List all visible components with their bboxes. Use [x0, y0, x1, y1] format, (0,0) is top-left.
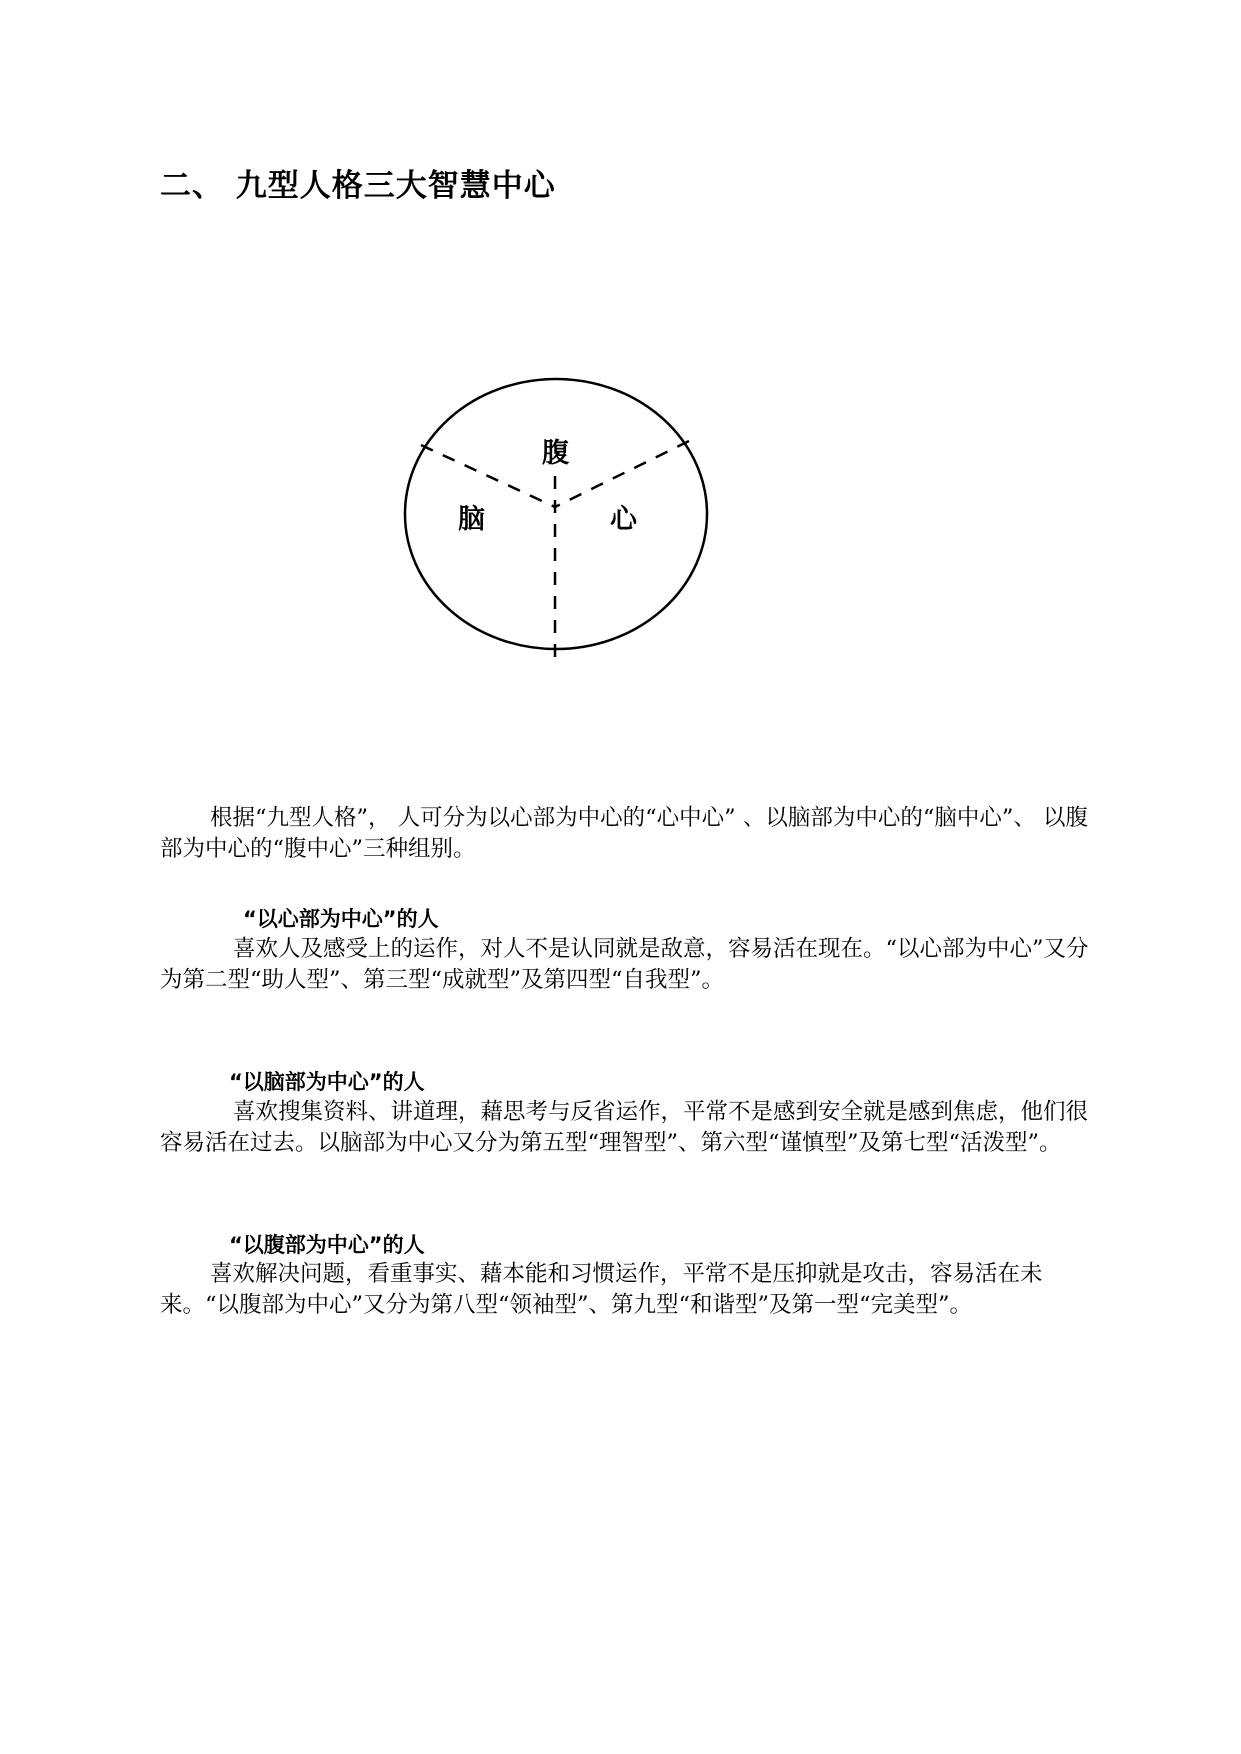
label-gut: 腹 — [542, 438, 569, 469]
section-body-head: 喜欢搜集资料、讲道理，藉思考与反省运作，平常不是感到安全就是感到焦虑，他们很容易活在过去。以脑部为中心又分为第五型“理智型”、第六型“谨慎型”及第七型“活泼型”。 — [160, 1099, 1089, 1156]
section-body-heart: 喜欢人及感受上的运作，对人不是认同就是敌意，容易活在现在。“以心部为中心”又分为第二型“助人型”、第三型“成就型”及第四型“自我型”。 — [160, 936, 1089, 993]
section-body-gut: 喜欢解决问题，看重事实、藉本能和习惯运作，平常不是压抑就是攻击，容易活在未来。“以腹部为中心”又分为第八型“领袖型”、第九型“和谐型”及第一型“完美型”。 — [160, 1261, 1043, 1318]
divider-left — [421, 445, 555, 507]
divider-right — [555, 441, 689, 507]
section-heading-head: “以脑部为中心”的人 — [229, 1070, 425, 1094]
page-title: 二、 九型人格三大智慧中心 — [160, 168, 556, 204]
label-heart: 心 — [610, 504, 637, 535]
section-heading-gut: “以腹部为中心”的人 — [229, 1233, 425, 1257]
section-heading-heart: “以心部为中心”的人 — [243, 907, 439, 931]
label-head: 脑 — [458, 504, 485, 535]
intro-paragraph: 根据“九型人格”， 人可分为以心部为中心的“心中心” 、以脑部为中心的“脑中心”、 以腹部为中心的“腹中心”三种组别。 — [160, 805, 1088, 862]
